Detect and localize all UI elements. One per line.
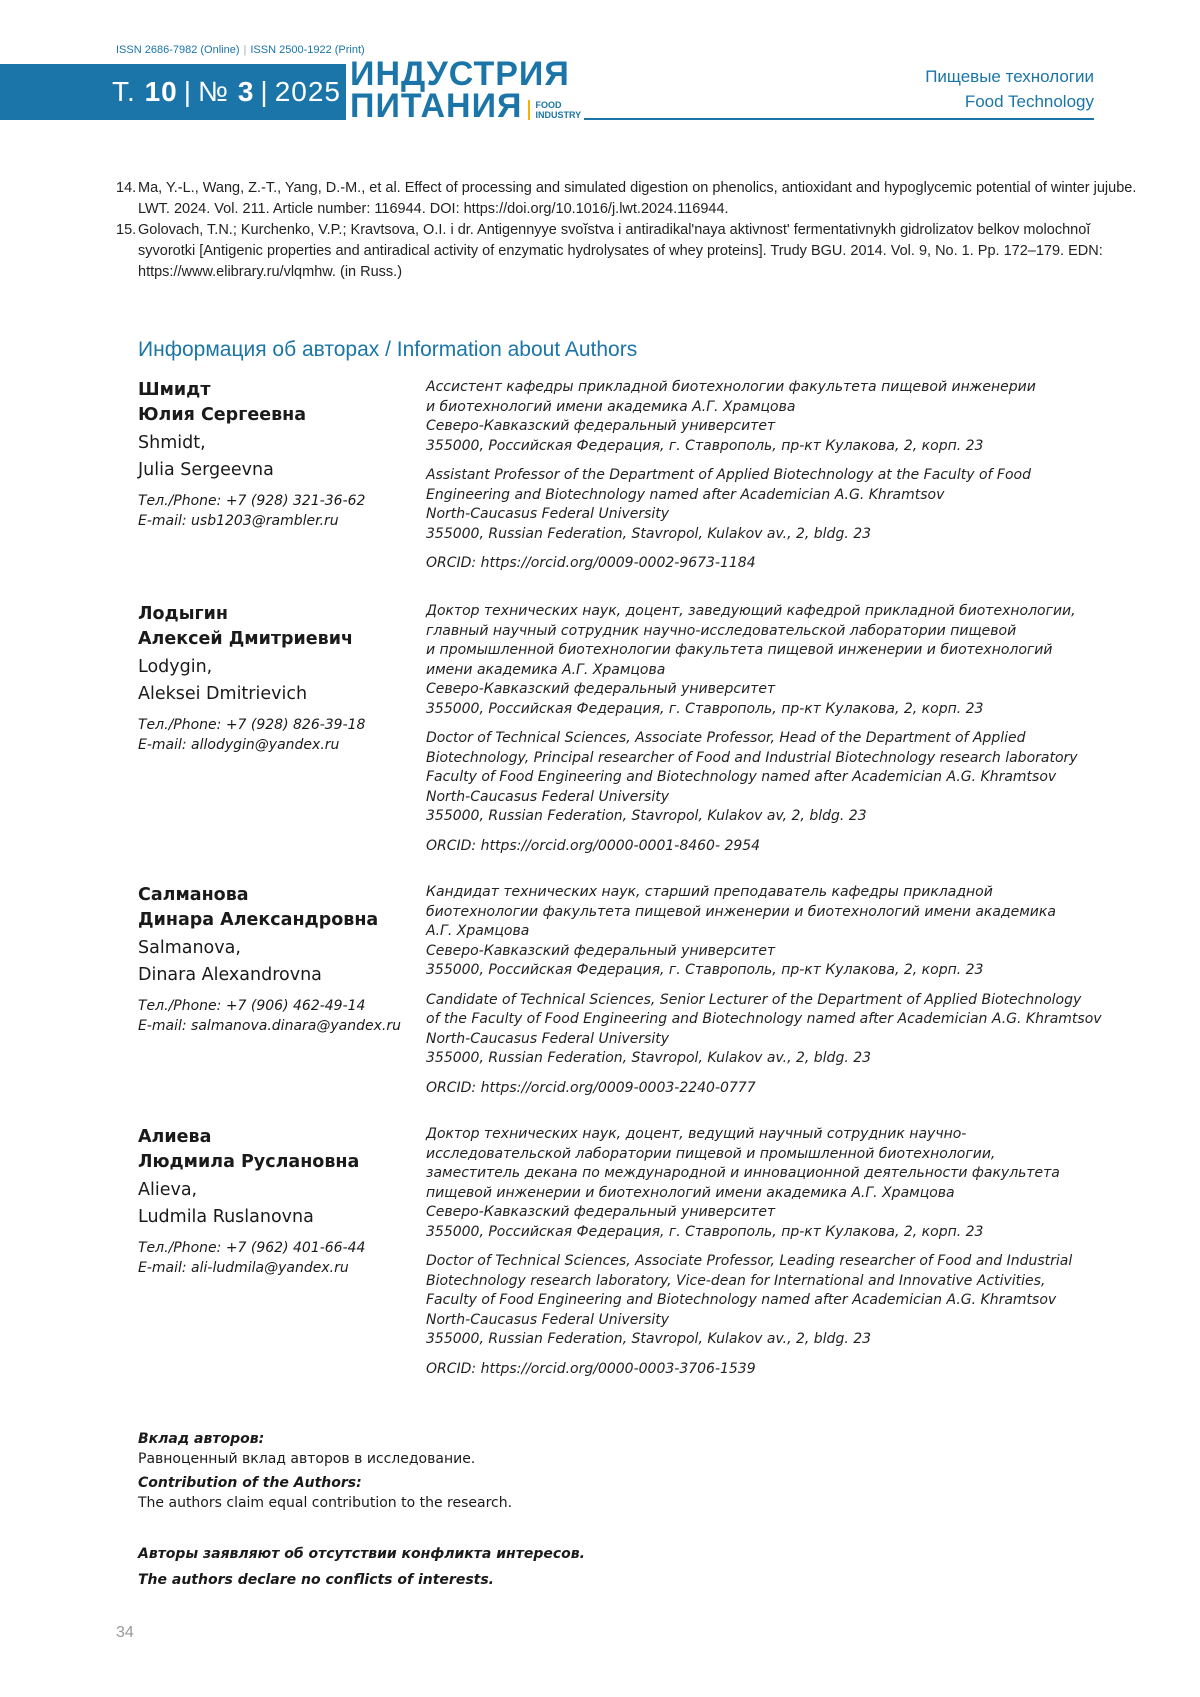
aff-line: Доктор технических наук, доцент, заведующий кафедрой прикладной биотехнологии, — [426, 603, 1076, 619]
author-affiliation — [426, 602, 1108, 856]
aff-line: Faculty of Food Engineering and Biotechnology named after Academician A.G. Khramtsov — [426, 1292, 1057, 1308]
section-title — [925, 64, 1094, 114]
aff-line: 355000, Russian Federation, Stavropol, Kulakov av., 2, bldg. 23 — [426, 1050, 872, 1066]
author-name-en — [138, 430, 426, 484]
aff-line: 355000, Российская Федерация, г. Ставрополь, пр-кт Кулакова, 2, корп. 23 — [426, 437, 984, 454]
contribution-text-en: The authors claim equal contribution to the research. — [138, 1494, 513, 1511]
aff-line: 355000, Russian Federation, Stavropol, Kulakov av, 2, bldg. 23 — [426, 808, 867, 824]
author-identity — [138, 883, 426, 1098]
author-given-ru: Людмила Руслановна — [138, 1152, 360, 1172]
aff-line: Biotechnology, Principal researcher of Food and Industrial Biotechnology research laboratory — [426, 749, 1078, 766]
contribution-text-ru: Равноценный вклад авторов в исследование. — [138, 1450, 476, 1467]
aff-line: of the Faculty of Food Engineering and Biotechnology named after Academician A.G. Khramtsov — [426, 1011, 1102, 1027]
author-name-en — [138, 935, 426, 989]
issue-year: 2025 — [274, 76, 341, 107]
author-identity — [138, 1125, 426, 1379]
author-affiliation — [426, 883, 1108, 1098]
aff-line: 355000, Российская Федерация, г. Ставрополь, пр-кт Кулакова, 2, корп. 23 — [426, 962, 984, 978]
issue-separator: | — [260, 76, 269, 107]
author-given-ru: Алексей Дмитриевич — [138, 629, 354, 649]
issn-line — [116, 44, 365, 56]
conflict-statement-en: The authors declare no conflicts of interests. — [138, 1572, 494, 1588]
aff-line: 355000, Российская Федерация, г. Ставрополь, пр-кт Кулакова, 2, корп. 23 — [426, 700, 984, 717]
aff-line: Северо-Кавказский федеральный университет — [426, 1204, 776, 1220]
contribution-label-en: Contribution of the Authors: — [138, 1475, 362, 1491]
aff-line: Doctor of Technical Sciences, Associate Professor, Leading researcher of Food and Industrial — [426, 1253, 1073, 1269]
author-email: E-mail: ali-ludmila@yandex.ru — [138, 1259, 349, 1276]
author-block — [138, 602, 1108, 856]
author-given-en: Ludmila Ruslanovna — [138, 1207, 314, 1227]
reference-number: 15. — [116, 222, 137, 238]
author-surname-en: Salmanova, — [138, 938, 241, 958]
aff-line: North-Caucasus Federal University — [426, 788, 670, 805]
aff-line: Северо-Кавказский федеральный университет — [426, 942, 776, 959]
page-number: 34 — [116, 1624, 134, 1641]
affiliation-ru — [426, 883, 1108, 981]
author-given-en: Aleksei Dmitrievich — [138, 684, 308, 704]
author-name-en — [138, 1177, 426, 1231]
author-contact — [138, 492, 426, 531]
section-en: Food Technology — [964, 92, 1094, 111]
aff-line: и промышленной биотехнологии факультета пищевой инженерии и биотехнологий — [426, 642, 1053, 658]
author-given-ru: Динара Александровна — [138, 910, 379, 930]
section-ru: Пищевые технологии — [925, 67, 1094, 86]
journal-logo — [350, 55, 582, 125]
reference-item — [116, 220, 1140, 283]
issue-band — [0, 64, 346, 120]
volume-prefix: Т. — [112, 76, 136, 107]
author-orcid[interactable]: ORCID: https://orcid.org/0000-0001-8460- 2954 — [426, 837, 761, 854]
author-contact — [138, 716, 426, 755]
contribution-block — [138, 1430, 585, 1593]
aff-line: Doctor of Technical Sciences, Associate Professor, Head of the Department of Applied — [426, 730, 1026, 746]
aff-line: исследовательской лаборатории пищевой и промышленной биотехнологии, — [426, 1145, 996, 1162]
aff-line: пищевой инженерии и биотехнологий имени академика А.Г. Храмцова — [426, 1184, 955, 1201]
number-prefix: № — [198, 76, 230, 107]
aff-line: 355000, Russian Federation, Stavropol, Kulakov av., 2, bldg. 23 — [426, 525, 872, 542]
issue-number: 3 — [237, 76, 255, 107]
author-phone: Тел./Phone: +7 (928) 321-36-62 — [138, 493, 366, 509]
author-orcid[interactable]: ORCID: https://orcid.org/0009-0002-9673-1184 — [426, 555, 756, 571]
aff-line: North-Caucasus Federal University — [426, 506, 670, 522]
reference-list — [116, 178, 1140, 283]
conflict-statement-ru: Авторы заявляют об отсутствии конфликта интересов. — [138, 1546, 585, 1562]
author-email: E-mail: salmanova.dinara@yandex.ru — [138, 1017, 401, 1034]
author-affiliation — [426, 1125, 1108, 1379]
author-block — [138, 883, 1108, 1098]
author-surname-en: Alieva, — [138, 1180, 198, 1200]
issn-separator: | — [243, 44, 247, 56]
author-phone: Тел./Phone: +7 (962) 401-66-44 — [138, 1240, 366, 1256]
author-surname-en: Shmidt, — [138, 433, 206, 453]
reference-number: 14. — [116, 180, 137, 196]
reference-item — [116, 178, 1140, 220]
authors-info-heading: Информация об авторах / Information about Authors — [138, 338, 638, 361]
logo-line-2: ПИТАНИЯ — [350, 87, 523, 125]
logo-small-2: INDUSTRY — [535, 110, 582, 120]
author-orcid[interactable]: ORCID: https://orcid.org/0009-0003-2240-0777 — [426, 1079, 756, 1096]
author-surname-ru: Алиева — [138, 1127, 212, 1147]
affiliation-ru — [426, 1125, 1108, 1242]
aff-line: и биотехнологий имени академика А.Г. Храмцова — [426, 398, 796, 415]
author-phone: Тел./Phone: +7 (906) 462-49-14 — [138, 998, 366, 1014]
logo-small-text — [528, 100, 581, 120]
author-surname-en: Lodygin, — [138, 657, 213, 677]
author-surname-ru: Шмидт — [138, 380, 211, 400]
aff-line: Доктор технических наук, доцент, ведущий научный сотрудник научно- — [426, 1126, 967, 1142]
affiliation-en — [426, 1252, 1108, 1350]
contribution-label-ru: Вклад авторов: — [138, 1431, 265, 1447]
author-phone: Тел./Phone: +7 (928) 826-39-18 — [138, 717, 366, 733]
aff-line: Ассистент кафедры прикладной биотехнологии факультета пищевой инженерии — [426, 379, 1036, 395]
volume-number: 10 — [144, 76, 178, 107]
reference-text: Ma, Y.-L., Wang, Z.-T., Yang, D.-M., et al. Effect of processing and simulated digestion on phenolics, antioxidant and hypoglycemic potential of winter jujube. LWT. 2024. Vol. 211. Article number: 116944. DOI: https://doi.org/10.1016/j.lwt.2024.116944. — [138, 180, 1137, 217]
author-block — [138, 1125, 1108, 1379]
author-contact — [138, 997, 426, 1036]
author-contact — [138, 1239, 426, 1278]
issn-print: ISSN 2500-1922 (Print) — [250, 44, 365, 56]
author-given-en: Julia Sergeevna — [138, 460, 274, 480]
aff-line: заместитель декана по международной и инновационной деятельности факультета — [426, 1165, 1060, 1181]
affiliation-ru — [426, 602, 1108, 719]
affiliation-en — [426, 466, 1108, 544]
author-affiliation — [426, 378, 1108, 574]
author-surname-ru: Лодыгин — [138, 604, 229, 624]
aff-line: Assistant Professor of the Department of Applied Biotechnology at the Faculty of Food — [426, 467, 1031, 483]
author-orcid[interactable]: ORCID: https://orcid.org/0000-0003-3706-1539 — [426, 1360, 756, 1377]
aff-line: 355000, Russian Federation, Stavropol, Kulakov av., 2, bldg. 23 — [426, 1331, 872, 1347]
aff-line: Faculty of Food Engineering and Biotechnology named after Academician A.G. Khramtsov — [426, 769, 1057, 785]
aff-line: биотехнологии факультета пищевой инженерии и биотехнологий имени академика — [426, 903, 1056, 920]
author-email: E-mail: usb1203@rambler.ru — [138, 512, 339, 529]
issue-separator: | — [183, 76, 192, 107]
author-given-ru: Юлия Сергеевна — [138, 405, 307, 425]
reference-text: Golovach, T.N.; Kurchenko, V.P.; Kravtsova, O.I. i dr. Antigennyye svoĭstva i antiradikal'naya aktivnost' fermentativnykh gidrolizatov belkov molochnoĭ syvorotki [Antigenic properties and antiradical activity of enzymatic hydrolysates of whey proteins]. Trudy BGU. 2014. Vol. 9, No. 1. Pp. 172–179. EDN: https://www.elibrary.ru/vlqmhw. (in Russ.) — [138, 222, 1103, 280]
author-given-en: Dinara Alexandrovna — [138, 965, 322, 985]
logo-line-1: ИНДУСТРИЯ — [350, 55, 570, 93]
author-surname-ru: Салманова — [138, 885, 249, 905]
header-rule — [584, 118, 1094, 120]
author-block — [138, 378, 1108, 574]
aff-line: Кандидат технических наук, старший преподаватель кафедры прикладной — [426, 884, 993, 900]
aff-line: Северо-Кавказский федеральный университет — [426, 418, 776, 434]
aff-line: North-Caucasus Federal University — [426, 1311, 670, 1328]
aff-line: главный научный сотрудник научно-исследовательской лаборатории пищевой — [426, 622, 1017, 639]
affiliation-ru — [426, 378, 1108, 456]
author-email: E-mail: allodygin@yandex.ru — [138, 736, 340, 753]
aff-line: North-Caucasus Federal University — [426, 1030, 670, 1047]
aff-line: Engineering and Biotechnology named after Academician A.G. Khramtsov — [426, 486, 945, 503]
aff-line: А.Г. Храмцова — [426, 923, 530, 939]
author-identity — [138, 602, 426, 856]
aff-line: Candidate of Technical Sciences, Senior Lecturer of the Department of Applied Biotechnology — [426, 991, 1082, 1008]
aff-line: 355000, Российская Федерация, г. Ставрополь, пр-кт Кулакова, 2, корп. 23 — [426, 1223, 984, 1240]
logo-small-1: FOOD — [535, 100, 562, 110]
affiliation-en — [426, 991, 1108, 1069]
aff-line: Biotechnology research laboratory, Vice-dean for International and Innovative Activities, — [426, 1272, 1046, 1289]
author-name-en — [138, 654, 426, 708]
aff-line: имени академика А.Г. Храмцова — [426, 661, 666, 678]
issn-online: ISSN 2686-7982 (Online) — [116, 44, 240, 56]
aff-line: Северо-Кавказский федеральный университет — [426, 681, 776, 697]
author-identity — [138, 378, 426, 574]
affiliation-en — [426, 729, 1108, 827]
